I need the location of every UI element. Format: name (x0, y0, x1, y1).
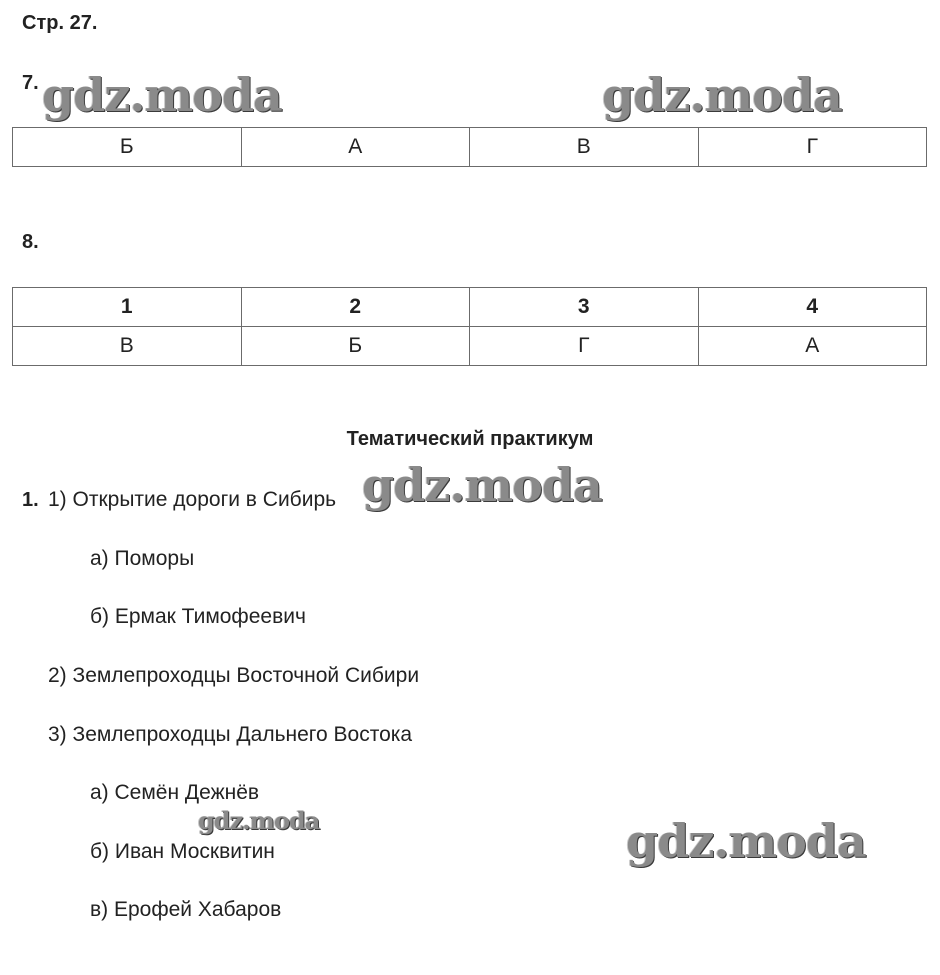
section-title: Тематический практикум (346, 428, 594, 450)
task-8-number: 8. (22, 231, 39, 253)
list-item: в) Ерофей Хабаров (90, 898, 282, 921)
list-item: а) Поморы (90, 547, 195, 570)
watermark-logo: gdz.moda (198, 806, 320, 835)
practicum-task-1-number: 1. (22, 489, 39, 511)
watermark-logo: gdz.moda (362, 458, 602, 512)
list-item: 1) Открытие дороги в Сибирь (48, 488, 337, 511)
watermark-logo: gdz.moda (42, 68, 282, 122)
task-7-answer-table (12, 127, 927, 167)
task-7-cell-3: В (470, 128, 699, 167)
task-7-cell-1: Б (13, 128, 242, 167)
table-row (13, 327, 927, 366)
task-7-cell-4: Г (698, 128, 927, 167)
task-8-cell-2: Б (241, 327, 470, 366)
table-row (13, 128, 927, 167)
watermark-logo: gdz.moda (602, 68, 842, 122)
task-8-header-1: 1 (13, 288, 242, 327)
task-8-cell-3: Г (470, 327, 699, 366)
task-8-cell-1: В (13, 327, 242, 366)
page-header: Стр. 27. (22, 12, 98, 34)
list-item: б) Ермак Тимофеевич (90, 605, 306, 628)
task-8-header-3: 3 (470, 288, 699, 327)
task-8-answer-table (12, 287, 927, 366)
task-8-cell-4: А (698, 327, 927, 366)
list-item: а) Семён Дежнёв (90, 781, 260, 804)
watermark-logo: gdz.moda (626, 814, 866, 868)
task-7-cell-2: А (241, 128, 470, 167)
table-header-row (13, 288, 927, 327)
list-item: 3) Землепроходцы Дальнего Востока (48, 723, 413, 746)
list-item: б) Иван Москвитин (90, 840, 275, 863)
task-8-header-2: 2 (241, 288, 470, 327)
list-item: 2) Землепроходцы Восточной Сибири (48, 664, 420, 687)
task-7-number: 7. (22, 72, 39, 94)
task-8-header-4: 4 (698, 288, 927, 327)
